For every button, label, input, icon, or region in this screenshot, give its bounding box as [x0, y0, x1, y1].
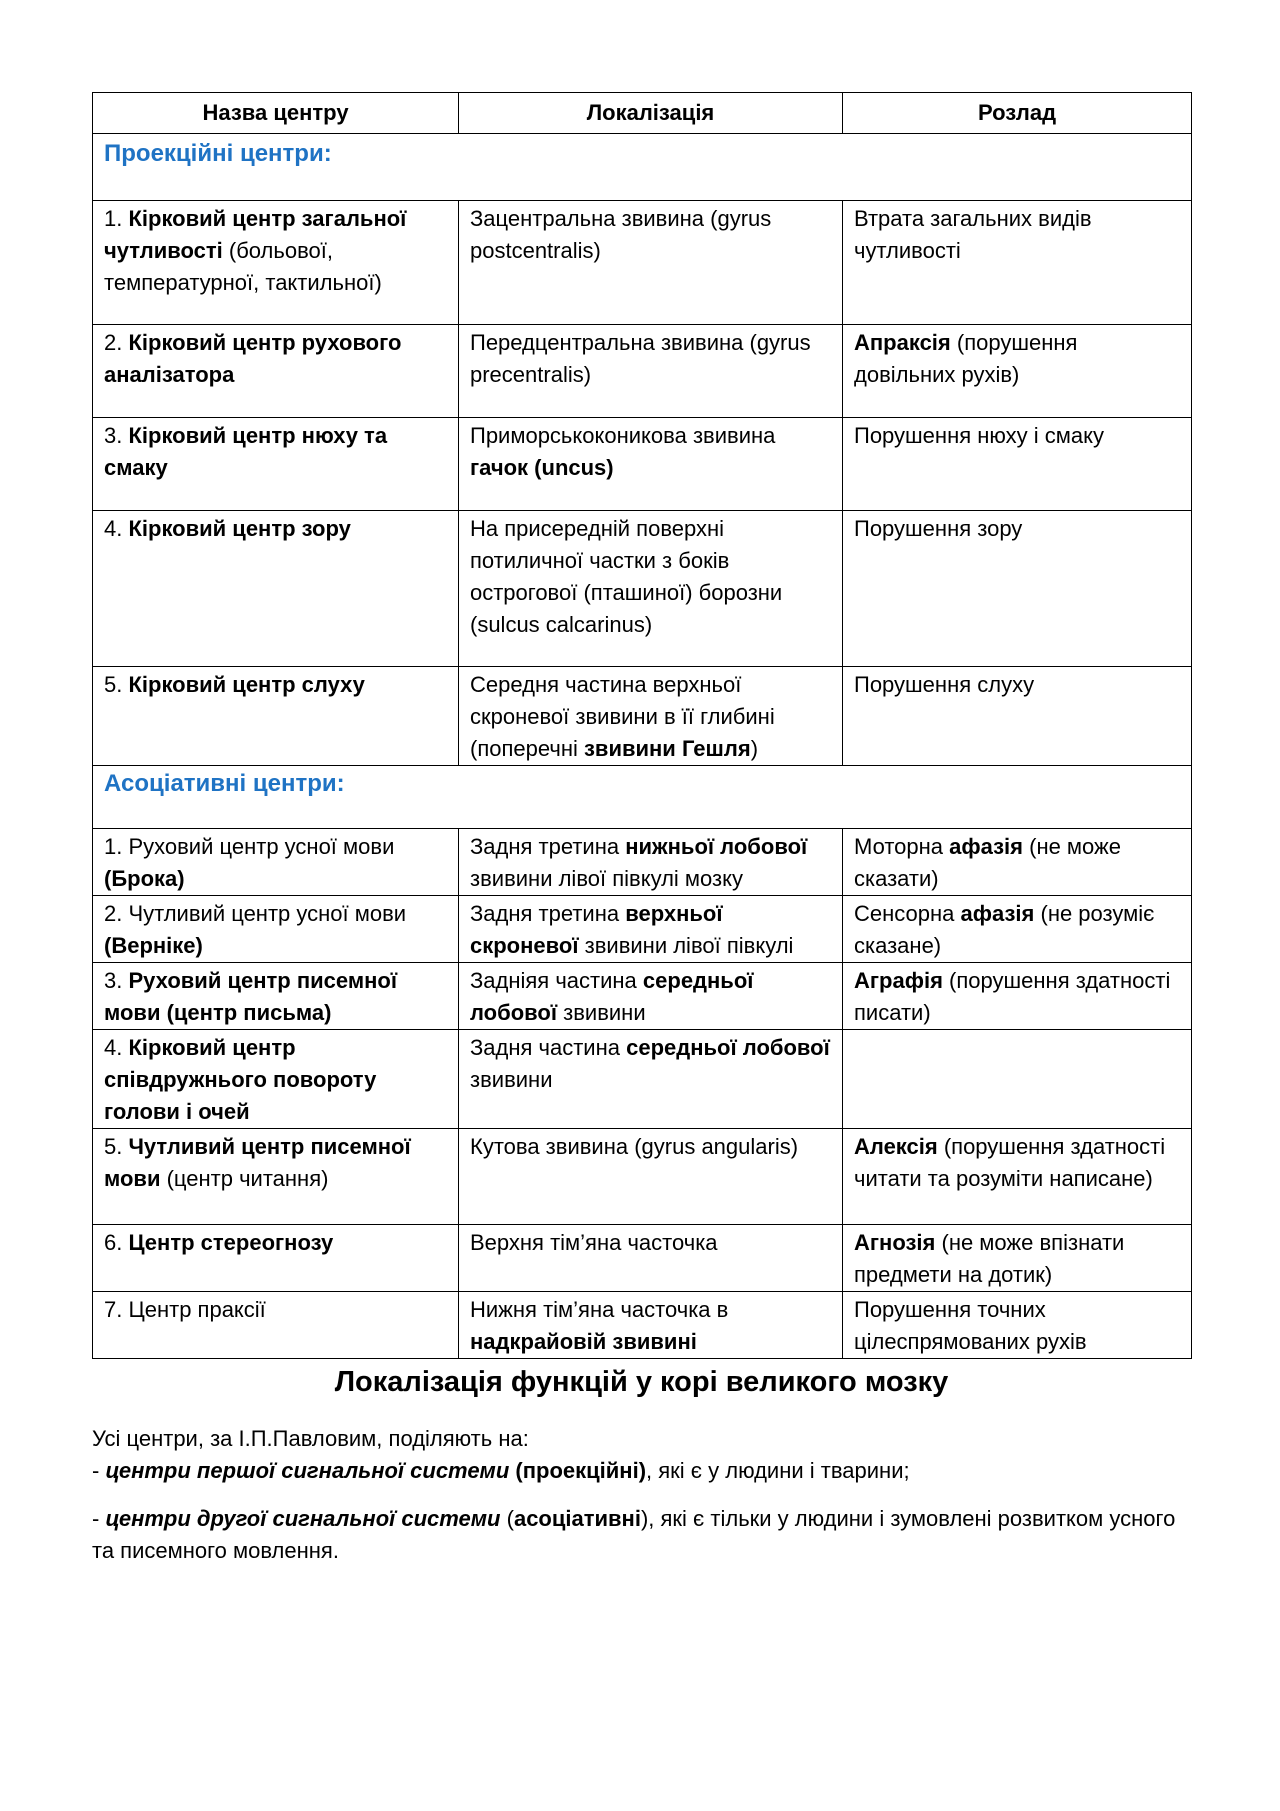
- text-run: (порушення довільних рухів): [854, 330, 1078, 387]
- text-run: Кірковий центр співдружнього повороту голови і очей: [104, 1035, 377, 1124]
- text-run: звивини Гешля: [583, 736, 751, 761]
- text-run: 5.: [104, 1134, 129, 1159]
- text-run: Задня частина: [470, 1035, 627, 1060]
- table-row: [93, 511, 1192, 667]
- cell-localization: [459, 1030, 843, 1129]
- paragraph-second-signal-system: [92, 1503, 1191, 1567]
- cell-localization: [459, 201, 843, 325]
- text-run: верхньої скроневої: [470, 901, 723, 958]
- table-row: [93, 1030, 1192, 1129]
- text-run: (не розуміє сказане): [854, 901, 1155, 958]
- text-run: Кірковий центр нюху та смаку: [104, 423, 388, 480]
- cell-disorder: [843, 511, 1192, 667]
- table-row: [93, 963, 1192, 1030]
- cell-center-name: [93, 829, 459, 896]
- section-title-projection: Проекційні центри:: [93, 134, 1192, 201]
- text-run: (проекційні): [509, 1458, 647, 1483]
- cell-localization: [459, 418, 843, 511]
- text-run: Чутливий центр писемної мови: [104, 1134, 411, 1191]
- table-row: [93, 667, 1192, 766]
- header-disorder: Розлад: [843, 93, 1192, 134]
- text-run: Верхня тім’яна часточка: [470, 1230, 718, 1255]
- text-run: ): [750, 736, 759, 761]
- text-run: Центр стереогнозу: [128, 1230, 334, 1255]
- text-run: Моторна: [854, 834, 950, 859]
- text-run: Втрата загальних видів чутливості: [854, 206, 1092, 263]
- text-run: Передцентральна звивина (gyrus precentralis): [470, 330, 811, 387]
- text-run: Задня третина: [470, 901, 626, 926]
- cell-center-name: [93, 1225, 459, 1292]
- cell-disorder: [843, 1030, 1192, 1129]
- text-run: Усі центри, за І.П.Павловим, поділяють на:: [92, 1426, 529, 1451]
- text-run: 1.: [104, 206, 129, 231]
- section-title-association: Асоціативні центри:: [93, 766, 1192, 829]
- text-run: 1. Руховий центр усної мови: [104, 834, 395, 859]
- cell-localization: [459, 325, 843, 418]
- cell-center-name: [93, 963, 459, 1030]
- text-run: Кутова звивина (gyrus angularis): [470, 1134, 799, 1159]
- text-run: Приморськоконикова звивина: [470, 423, 776, 448]
- cell-disorder: [843, 1292, 1192, 1359]
- table-row: [93, 418, 1192, 511]
- cell-disorder: [843, 829, 1192, 896]
- text-run: Зацентральна звивина (gyrus postcentralis): [470, 206, 772, 263]
- text-run: звивини лівої півкулі мозку: [470, 866, 744, 891]
- table-row: [93, 1292, 1192, 1359]
- text-run: Порушення зору: [854, 516, 1023, 541]
- brain-centers-table: [92, 92, 1192, 1359]
- cell-localization: [459, 896, 843, 963]
- cell-center-name: [93, 1292, 459, 1359]
- text-run: Алексія: [854, 1134, 938, 1159]
- text-run: Середня частина верхньої скроневої звивини в її глибині (поперечні: [470, 672, 775, 761]
- text-run: Руховий центр писемної мови (центр письма): [104, 968, 398, 1025]
- cell-disorder: [843, 1225, 1192, 1292]
- cell-center-name: [93, 896, 459, 963]
- cell-disorder: [843, 1129, 1192, 1225]
- text-run: 3.: [104, 968, 129, 993]
- text-run: ), які є тільки у людини і зумовлені розвитком усного та писемного мовлення.: [92, 1506, 1176, 1563]
- table-row: [93, 201, 1192, 325]
- text-run: Порушення нюху і смаку: [854, 423, 1104, 448]
- text-run: Кірковий центр слуху: [128, 672, 365, 697]
- text-run: афазія: [960, 901, 1035, 926]
- text-run: (Брока): [104, 866, 185, 891]
- cell-localization: [459, 667, 843, 766]
- text-run: звивини: [470, 1067, 553, 1092]
- text-run: Агнозія: [854, 1230, 936, 1255]
- text-run: (: [500, 1506, 514, 1531]
- text-run: , які є у людини і тварини;: [646, 1458, 910, 1483]
- section-row-association: [93, 766, 1192, 829]
- header-localization: Локалізація: [459, 93, 843, 134]
- text-run: 4.: [104, 516, 129, 541]
- text-run: Сенсорна: [854, 901, 961, 926]
- text-run: Аграфія: [854, 968, 943, 993]
- text-run: нижньої лобової: [625, 834, 808, 859]
- text-run: (не може впізнати предмети на дотик): [854, 1230, 1125, 1287]
- text-run: афазія: [949, 834, 1023, 859]
- text-run: На присередній поверхні потиличної частки з боків острогової (пташиної) борозни (sulcus calcarinus): [470, 516, 783, 637]
- document-page: [92, 92, 1191, 1567]
- cell-center-name: [93, 1030, 459, 1129]
- text-run: -: [92, 1506, 106, 1531]
- text-run: центри другої сигнальної системи: [105, 1506, 501, 1531]
- paragraph-first-signal-system: [92, 1455, 1191, 1487]
- table-row: [93, 829, 1192, 896]
- text-run: 6.: [104, 1230, 129, 1255]
- text-run: 2.: [104, 330, 129, 355]
- body-text: [92, 1423, 1191, 1567]
- text-run: 2. Чутливий центр усної мови: [104, 901, 407, 926]
- cell-disorder: [843, 325, 1192, 418]
- text-run: Кірковий центр рухового аналізатора: [104, 330, 402, 387]
- page-title: Локалізація функцій у корі великого мозку: [334, 1366, 949, 1398]
- cell-localization: [459, 511, 843, 667]
- text-run: Апраксія: [854, 330, 951, 355]
- text-run: 3.: [104, 423, 129, 448]
- text-run: гачок (uncus): [470, 455, 614, 480]
- text-run: (порушення здатності писати): [854, 968, 1171, 1025]
- cell-disorder: [843, 201, 1192, 325]
- text-run: середньої лобової: [470, 968, 754, 1025]
- text-run: (больової, температурної, тактильної): [104, 238, 382, 295]
- text-run: звивини лівої півкулі: [578, 933, 794, 958]
- cell-localization: [459, 1129, 843, 1225]
- cell-localization: [459, 963, 843, 1030]
- cell-center-name: [93, 511, 459, 667]
- paragraph-intro: [92, 1423, 1191, 1455]
- text-run: надкрайовій звивині: [470, 1329, 697, 1354]
- cell-center-name: [93, 1129, 459, 1225]
- text-run: Нижня тім’яна часточка в: [470, 1297, 729, 1322]
- cell-center-name: [93, 201, 459, 325]
- text-run: Кірковий центр зору: [128, 516, 351, 541]
- text-run: асоціативні: [513, 1506, 641, 1531]
- text-run: Задніяя частина: [470, 968, 643, 993]
- text-run: 4.: [104, 1035, 129, 1060]
- text-run: (Верніке): [104, 933, 203, 958]
- cell-disorder: [843, 667, 1192, 766]
- cell-localization: [459, 1225, 843, 1292]
- table-row: [93, 325, 1192, 418]
- text-run: звивини: [557, 1000, 646, 1025]
- text-run: -: [92, 1458, 106, 1483]
- cell-center-name: [93, 325, 459, 418]
- table-row: [93, 1225, 1192, 1292]
- cell-localization: [459, 1292, 843, 1359]
- text-run: (не може сказати): [854, 834, 1122, 891]
- text-run: центри першої сигнальної системи: [105, 1458, 510, 1483]
- cell-center-name: [93, 667, 459, 766]
- text-run: (центр читання): [160, 1166, 329, 1191]
- text-run: 5.: [104, 672, 129, 697]
- cell-disorder: [843, 896, 1192, 963]
- table-row: [93, 1129, 1192, 1225]
- text-run: середньої лобової: [626, 1035, 830, 1060]
- text-run: Порушення слуху: [854, 672, 1035, 697]
- cell-center-name: [93, 418, 459, 511]
- cell-disorder: [843, 418, 1192, 511]
- text-run: 7. Центр праксії: [104, 1297, 266, 1322]
- text-run: (порушення здатності читати та розуміти написане): [854, 1134, 1166, 1191]
- cell-disorder: [843, 963, 1192, 1030]
- section-row-projection: [93, 134, 1192, 201]
- text-run: Порушення точних цілеспрямованих рухів: [854, 1297, 1087, 1354]
- text-run: Задня третина: [470, 834, 626, 859]
- text-run: Кірковий центр загальної чутливості: [104, 206, 407, 263]
- header-center-name: Назва центру: [93, 93, 459, 134]
- table-header-row: [93, 93, 1192, 134]
- table-row: [93, 896, 1192, 963]
- cell-localization: [459, 829, 843, 896]
